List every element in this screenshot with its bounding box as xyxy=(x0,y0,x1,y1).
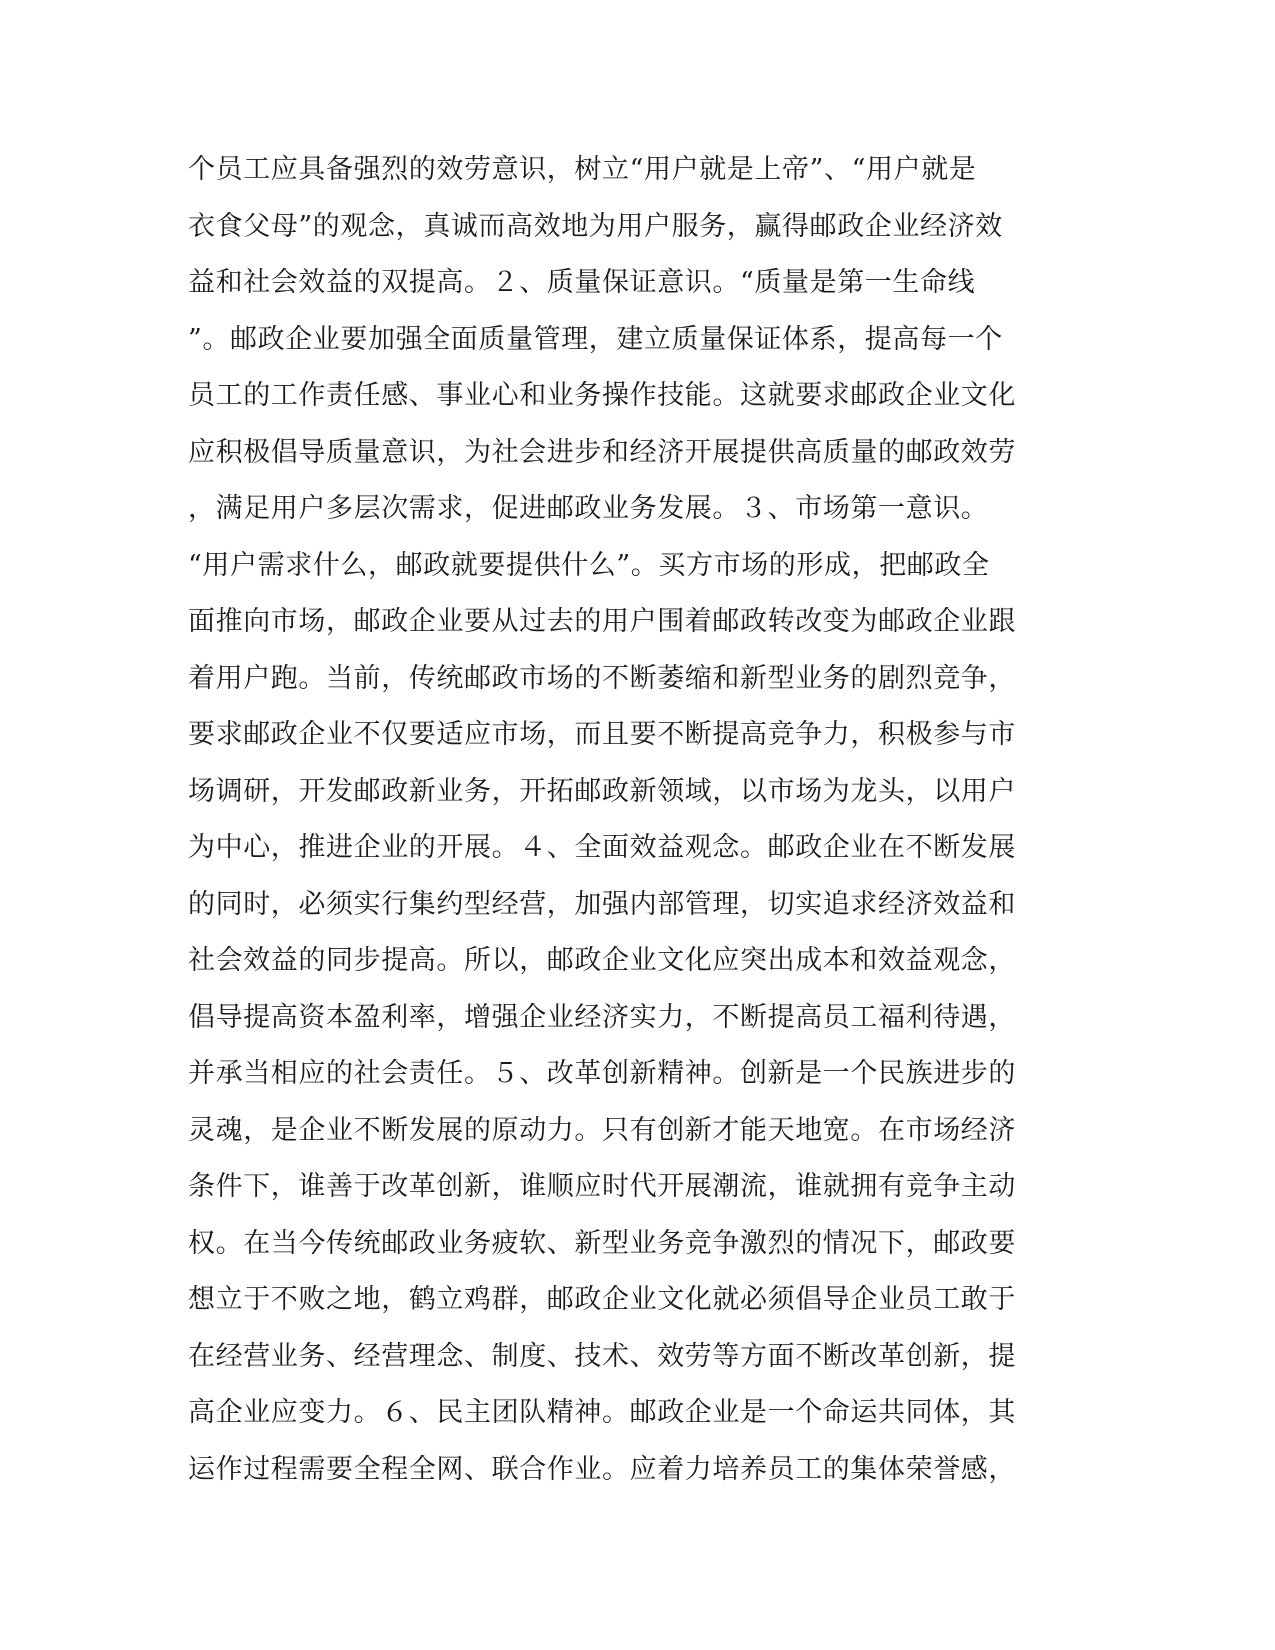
text-line: 高企业应变力。６、民主团队精神。邮政企业是一个命运共同体，其 xyxy=(188,1397,1016,1428)
text-line: 运作过程需要全程全网、联合作业。应着力培养员工的集体荣誉感， xyxy=(188,1453,1016,1485)
text-line: 权。在当今传统邮政业务疲软、新型业务竞争激烈的情况下，邮政要 xyxy=(188,1227,1016,1259)
text-line: ”。邮政企业要加强全面质量管理，建立质量保证体系，提高每一个 xyxy=(188,323,1003,355)
text-line: 在经营业务、经营理念、制度、技术、效劳等方面不断改革创新，提 xyxy=(188,1340,1016,1372)
text-line: 倡导提高资本盈利率，增强企业经济实力，不断提高员工福利待遇， xyxy=(188,1001,1016,1033)
text-line: 要求邮政企业不仅要适应市场，而且要不断提高竞争力，积极参与市 xyxy=(188,719,1016,750)
text-line: 为中心，推进企业的开展。４、全面效益观念。邮政企业在不断发展 xyxy=(188,832,1016,863)
text-line: 衣食父母”的观念，真诚而高效地为用户服务，赢得邮政企业经济效 xyxy=(188,210,1003,242)
text-line: 应积极倡导质量意识，为社会进步和经济开展提供高质量的邮政效劳 xyxy=(188,436,1016,468)
text-line: 灵魂，是企业不断发展的原动力。只有创新才能天地宽。在市场经济 xyxy=(188,1114,1016,1146)
text-line: 益和社会效益的双提高。２、质量保证意识。“质量是第一生命线 xyxy=(188,267,976,298)
body-text xyxy=(188,142,1068,1498)
text-line: 想立于不败之地，鹤立鸡群，邮政企业文化就必须倡导企业员工敢于 xyxy=(188,1284,1016,1315)
text-line: ，满足用户多层次需求，促进邮政业务发展。３、市场第一意识。 xyxy=(188,493,989,524)
text-line: 员工的工作责任感、事业心和业务操作技能。这就要求邮政企业文化 xyxy=(188,380,1016,411)
text-line: 面推向市场，邮政企业要从过去的用户围着邮政转改变为邮政企业跟 xyxy=(188,606,1016,637)
text-line: 条件下，谁善于改革创新，谁顺应时代开展潮流，谁就拥有竞争主动 xyxy=(188,1171,1016,1202)
text-line: 着用户跑。当前，传统邮政市场的不断萎缩和新型业务的剧烈竞争， xyxy=(188,662,1016,694)
text-line: 并承当相应的社会责任。５、改革创新精神。创新是一个民族进步的 xyxy=(188,1058,1016,1089)
text-line: “用户需求什么，邮政就要提供什么”。买方市场的形成，把邮政全 xyxy=(188,549,990,581)
text-line: 场调研，开发邮政新业务，开拓邮政新领域，以市场为龙头，以用户 xyxy=(188,775,1016,807)
text-line: 的同时，必须实行集约型经营，加强内部管理，切实追求经济效益和 xyxy=(188,888,1016,920)
text-line: 社会效益的同步提高。所以，邮政企业文化应突出成本和效益观念， xyxy=(188,945,1016,976)
text-line: 个员工应具备强烈的效劳意识，树立“用户就是上帝”、“用户就是 xyxy=(188,154,977,185)
